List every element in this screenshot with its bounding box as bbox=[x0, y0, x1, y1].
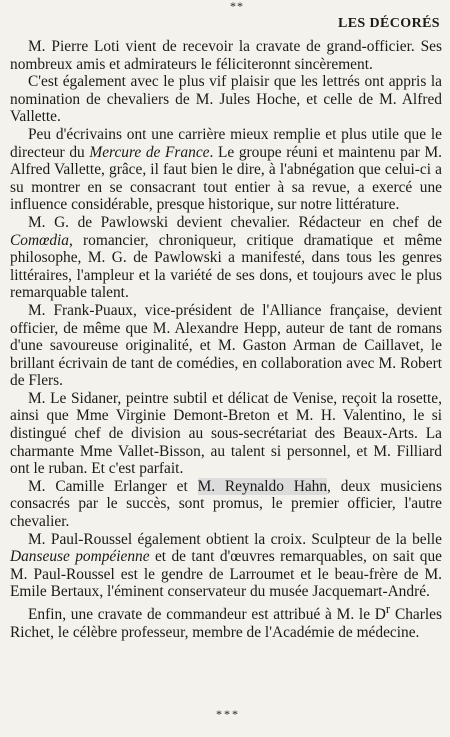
paragraph-text: M. G. de Pawlowski devient chevalier. Rédacteur en chef de bbox=[28, 213, 442, 231]
paragraph-frank-puaux bbox=[10, 302, 442, 390]
paragraph-text: Enfin, une cravate de commandeur est attribué à M. le D bbox=[28, 606, 386, 624]
highlighted-name: M. Reynaldo Hahn bbox=[197, 477, 328, 495]
journal-title: Mercure de France bbox=[89, 143, 210, 161]
paragraph-text: M. Paul-Roussel également obtient la croix. Sculpteur de la belle bbox=[28, 530, 442, 548]
paragraph-text: M. Pierre Loti vient de recevoir la cravate de grand-officier. Ses nombreux amis et admirateurs le féliciteronnt sincèrement. bbox=[10, 38, 442, 73]
paragraph-hoche-vallette bbox=[10, 73, 442, 126]
paragraph-le-sidaner bbox=[10, 390, 442, 478]
top-ornament: ** bbox=[230, 0, 244, 13]
artwork-title: Danseuse pompéienne bbox=[10, 548, 150, 566]
paragraph-text: . Le groupe réuni et maintenu par M. Alfred Vallette, grâce, il faut bien le dire, à l'abnégation que celui-ci a su montrer en se consacrant tout entier à sa revue, a exercé une influence considérable, presque historique, sur notre littérature. bbox=[10, 143, 442, 214]
paragraph-text: M. Le Sidaner, peintre subtil et délicat de Venise, reçoit la rosette, ainsi que Mme Virginie Demont-Breton et M. H. Valentino, le si distingué chef de division au sous-secrétariat des Beaux-Arts. La charmante Mme Vallet-Bisson, au talent si personnel, et M. Filliard ont le ruban. Et c'est parfait. bbox=[10, 389, 442, 478]
paragraph-text: et de tant d'œuvres remarquables, on sait que M. Paul-Roussel est le gendre de Larroumet et le beau-frère de M. Emile Bertaux, l'éminent conservateur du musée Jacquemart-André. bbox=[10, 548, 442, 601]
paragraph-paul-roussel bbox=[10, 531, 442, 601]
paragraph-loti bbox=[10, 38, 442, 73]
paragraph-text: Peu d'écrivains ont une carrière mieux remplie et plus utile que le directeur du bbox=[10, 125, 442, 161]
paragraph-text: M. Frank-Puaux, vice-président de l'Alliance française, devient officier, de même que M. Alexandre Hepp, auteur de tant de romans d'une savoureuse originalité, et M. Gaston Arman de Caillavet, le brillant écrivain de tant de comédies, en collaboration avec M. Robert de Flers. bbox=[10, 301, 442, 390]
paragraph-text: C'est également avec le plus vif plaisir que les lettrés ont appris la nomination de chevaliers de M. Jules Hoche, et celle de M. Alfred Vallette. bbox=[10, 73, 442, 126]
paragraph-text: M. Camille Erlanger et bbox=[28, 477, 198, 495]
paragraph-richet bbox=[10, 601, 442, 641]
paragraph-text: , deux musiciens consacrés par le succès, sont promus, le premier officier, l'autre chevalier. bbox=[10, 477, 442, 531]
superscript-abbrev: r bbox=[385, 602, 391, 616]
running-head: LES DÉCORÉS bbox=[337, 16, 440, 31]
bottom-ornament: *** bbox=[216, 707, 240, 721]
paragraph-erlanger-hahn bbox=[10, 478, 442, 531]
article-body bbox=[10, 38, 442, 641]
paragraph-pawlowski bbox=[10, 214, 442, 302]
paragraph-mercure bbox=[10, 126, 442, 214]
paragraph-text: , romancier, chroniqueur, critique dramatique et même philosophe, M. G. de Pawlowski a manifesté, dans tous les genres littéraires, l'ampleur et la variété de ses dons, et toujours avec le plus remarquable talent. bbox=[10, 231, 442, 302]
paragraph-text: Charles Richet, le célèbre professeur, membre de l'Académie de médecine. bbox=[10, 606, 442, 641]
journal-title: Comœdia bbox=[10, 231, 70, 249]
